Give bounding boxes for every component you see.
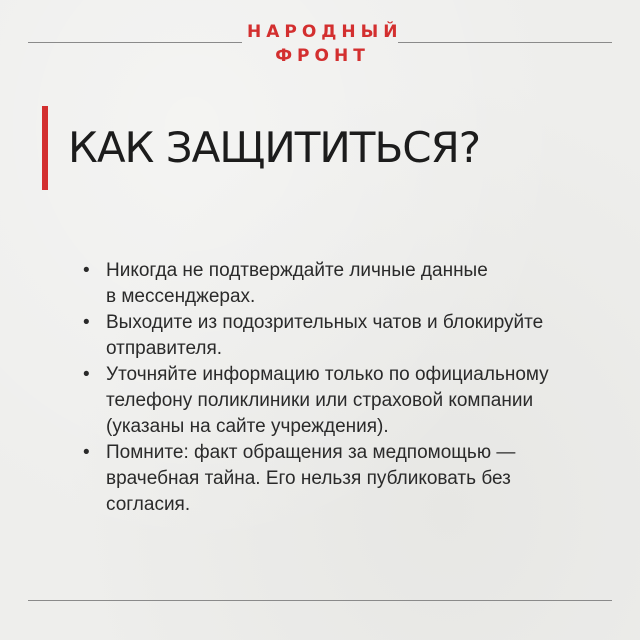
bullet-icon: • (83, 442, 90, 463)
footer-divider (28, 600, 612, 601)
tip-line: отправителя. (106, 338, 223, 359)
list-item (76, 310, 616, 362)
tips-list (76, 258, 616, 518)
tip-line: врачебная тайна. Его нельзя публиковать без (106, 468, 511, 489)
brand-logo-line2: ФРОНТ (275, 46, 370, 66)
tip-line: (указаны на сайте учреждения). (106, 416, 389, 437)
bullet-icon: • (83, 312, 90, 333)
header-divider-left (28, 42, 242, 43)
brand-logo (242, 20, 403, 68)
tip-line: Никогда не подтверждайте личные данные (106, 260, 488, 281)
title-accent-bar (42, 106, 48, 190)
list-item (76, 258, 616, 310)
list-item (76, 362, 616, 440)
tip-line: в мессенджерах. (106, 286, 256, 307)
page-title: КАК ЗАЩИТИТЬСЯ? (68, 123, 481, 172)
list-item (76, 440, 616, 518)
bullet-icon: • (83, 260, 90, 281)
bullet-icon: • (83, 364, 90, 385)
header-divider-right (398, 42, 612, 43)
tip-line: телефону поликлиники или страховой компании (106, 390, 534, 411)
tip-line: Выходите из подозрительных чатов и блокируйте (106, 312, 544, 333)
tip-line: согласия. (106, 494, 191, 515)
brand-logo-line1: НАРОДНЫЙ (247, 22, 403, 42)
tip-line: Уточняйте информацию только по официальному (106, 364, 549, 385)
tip-line: Помните: факт обращения за медпомощью — (106, 442, 516, 463)
